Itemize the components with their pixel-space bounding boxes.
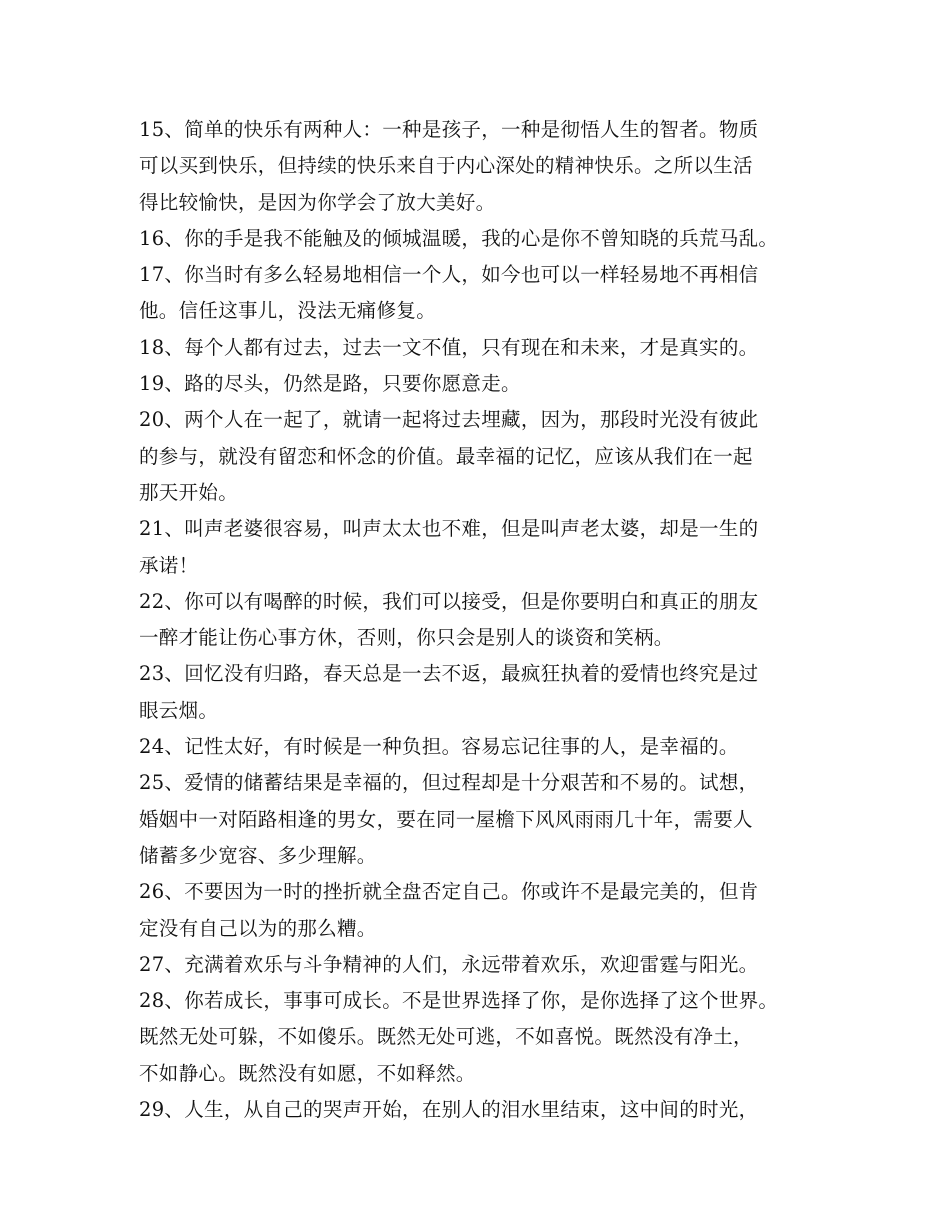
text-line: 27、充满着欢乐与斗争精神的人们，永远带着欢乐，欢迎雷霆与阳光。 xyxy=(139,952,759,976)
paragraph xyxy=(139,402,829,511)
text-line: 21、叫声老婆很容易，叫声太太也不难，但是叫声老太婆，却是一生的 xyxy=(139,517,759,541)
paragraph xyxy=(139,584,829,657)
text-line: 19、路的尽头，仍然是路，只要你愿意走。 xyxy=(139,372,521,396)
paragraph xyxy=(139,366,829,402)
text-line: 那天开始。 xyxy=(139,480,239,504)
text-line: 婚姻中一对陌路相逢的男女，要在同一屋檐下风风雨雨几十年，需要人 xyxy=(139,807,753,831)
text-line: 得比较愉快，是因为你学会了放大美好。 xyxy=(139,190,496,214)
text-line: 16、你的手是我不能触及的倾城温暖，我的心是你不曾知晓的兵荒马乱。 xyxy=(139,226,779,250)
text-line: 20、两个人在一起了，就请一起将过去埋藏，因为，那段时光没有彼此 xyxy=(139,408,759,432)
text-line: 储蓄多少宽容、多少理解。 xyxy=(139,843,377,867)
paragraph xyxy=(139,221,829,257)
text-line: 既然无处可躲，不如傻乐。既然无处可逃，不如喜悦。既然没有净土， xyxy=(139,1025,753,1049)
paragraph xyxy=(139,983,829,1092)
paragraph xyxy=(139,947,829,983)
text-line: 眼云烟。 xyxy=(139,698,219,722)
text-line: 18、每个人都有过去，过去一文不值，只有现在和未来，才是真实的。 xyxy=(139,335,759,359)
paragraph xyxy=(139,112,829,221)
paragraph xyxy=(139,729,829,765)
text-line: 不如静心。既然没有如愿，不如释然。 xyxy=(139,1061,476,1085)
text-line: 的参与，就没有留恋和怀念的价值。最幸福的记忆，应该从我们在一起 xyxy=(139,444,753,468)
text-line: 26、不要因为一时的挫折就全盘否定自己。你或许不是最完美的，但肯 xyxy=(139,880,759,904)
text-line: 他。信任这事儿，没法无痛修复。 xyxy=(139,299,437,323)
text-line: 定没有自己以为的那么糟。 xyxy=(139,916,377,940)
text-line: 28、你若成长，事事可成长。不是世界选择了你，是你选择了这个世界。 xyxy=(139,989,779,1013)
paragraph xyxy=(139,874,829,947)
text-line: 25、爱情的储蓄结果是幸福的，但过程却是十分艰苦和不易的。试想， xyxy=(139,771,759,795)
text-line: 22、你可以有喝醉的时候，我们可以接受，但是你要明白和真正的朋友 xyxy=(139,589,759,613)
document-body xyxy=(139,112,829,1128)
text-line: 15、简单的快乐有两种人：一种是孩子，一种是彻悟人生的智者。物质 xyxy=(139,118,759,141)
text-line: 29、人生，从自己的哭声开始，在别人的泪水里结束，这中间的时光， xyxy=(139,1098,759,1122)
paragraph xyxy=(139,511,829,584)
text-line: 可以买到快乐，但持续的快乐来自于内心深处的精神快乐。之所以生活 xyxy=(139,154,753,178)
text-line: 17、你当时有多么轻易地相信一个人，如今也可以一样轻易地不再相信 xyxy=(139,263,759,287)
text-line: 24、记性太好，有时候是一种负担。容易忘记往事的人，是幸福的。 xyxy=(139,735,739,759)
paragraph xyxy=(139,765,829,874)
text-line: 一醉才能让伤心事方休，否则，你只会是别人的谈资和笑柄。 xyxy=(139,626,674,650)
paragraph xyxy=(139,330,829,366)
text-line: 承诺！ xyxy=(139,553,199,577)
paragraph xyxy=(139,656,829,729)
text-line: 23、回忆没有归路，春天总是一去不返，最疯狂执着的爱情也终究是过 xyxy=(139,662,759,686)
paragraph xyxy=(139,1092,829,1128)
paragraph xyxy=(139,257,829,330)
